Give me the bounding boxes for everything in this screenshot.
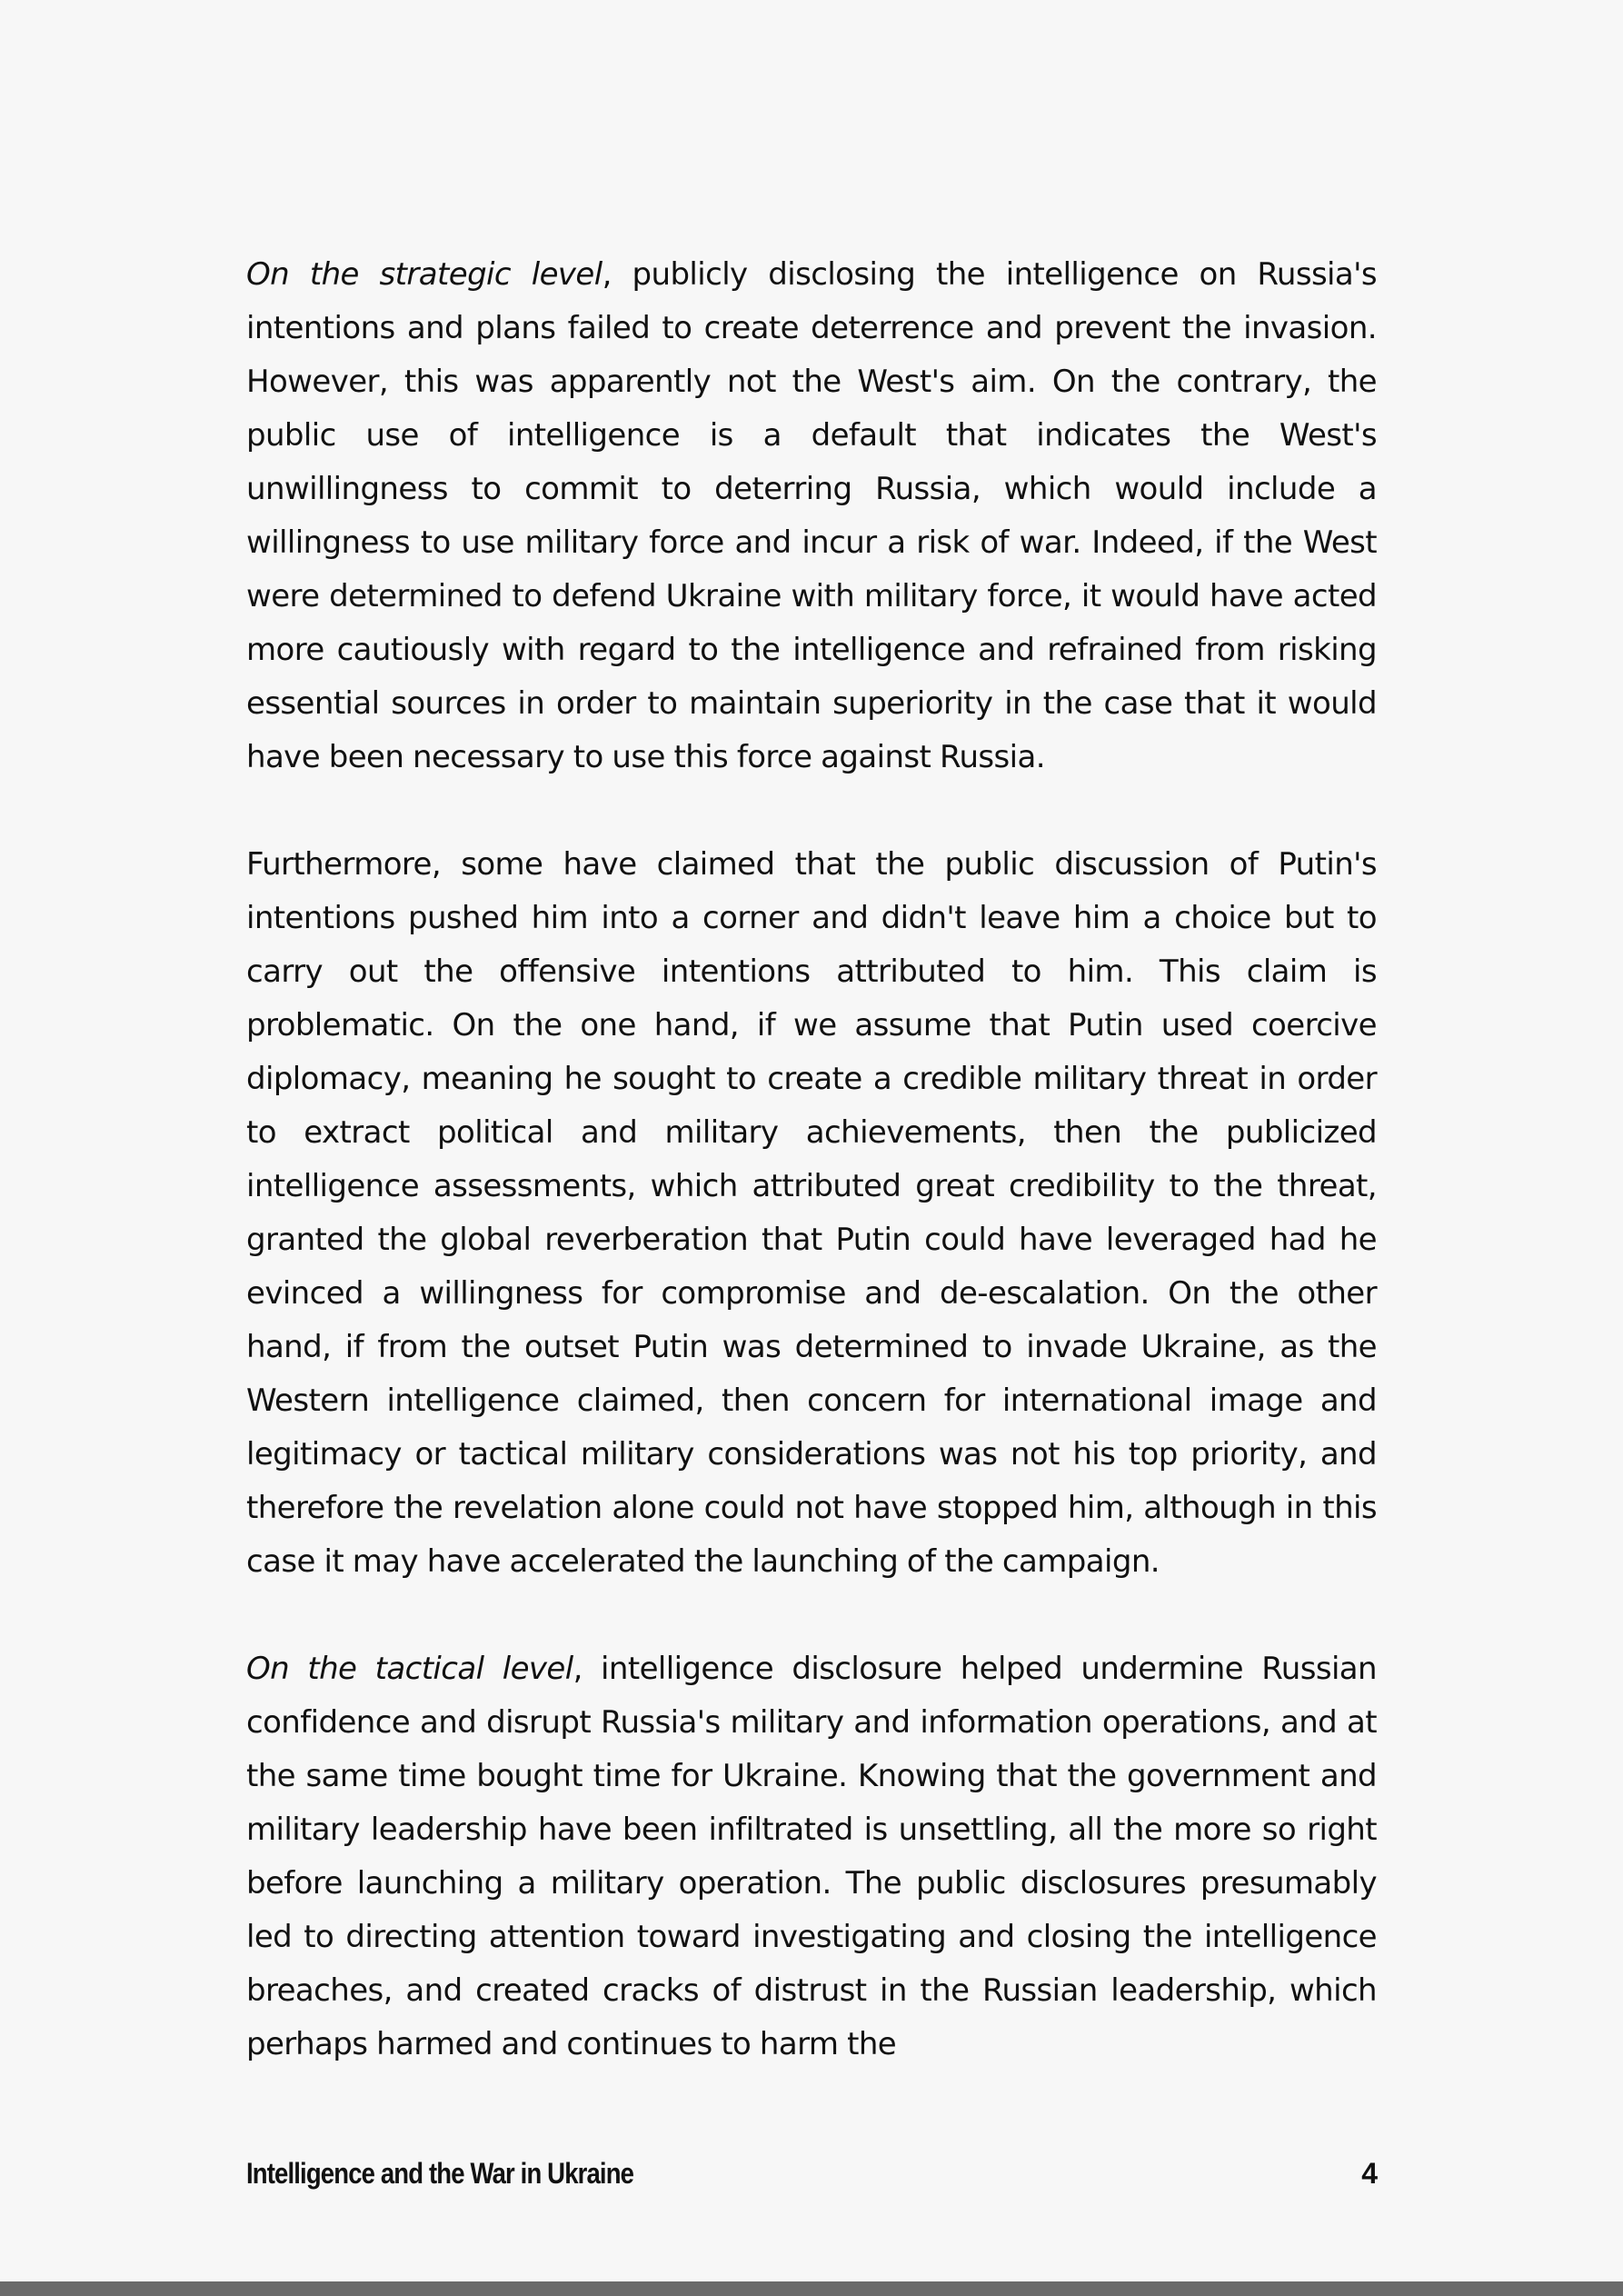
footer-document-title: Intelligence and the War in Ukraine (246, 2157, 634, 2190)
page-footer (246, 2157, 1377, 2202)
paragraph-strategic-level (246, 248, 1377, 784)
body-text (246, 248, 1377, 2125)
paragraph-tactical-level (246, 1642, 1377, 2071)
paragraph-text: , intelligence disclosure helped undermine Russian confidence and disrupt Russia's military and information operations, and at the same time bought time for Ukraine. Knowing that the government and military leadership have been infiltrated is unsettling, all the more so right before launching a military operation. The public disclosures presumably led to directing attention toward investigating and closing the intelligence breaches, and created cracks of distrust in the Russian leadership, which perhaps harmed and continues to harm the (246, 1651, 1377, 2062)
page-number: 4 (1361, 2157, 1377, 2190)
paragraph-text: Furthermore, some have claimed that the public discussion of Putin's intentions pushed him into a corner and didn't leave him a choice but to carry out the offensive intentions attributed to him. This claim is problematic. On the one hand, if we assume that Putin used coercive diplomacy, meaning he sought to create a credible military threat in order to extract political and military achievements, then the publicized intelligence assessments, which attributed great credibility to the threat, granted the global reverberation that Putin could have leveraged had he evinced a willingness for compromise and de-escalation. On the other hand, if from the outset Putin was determined to invade Ukraine, as the Western intelligence claimed, then concern for international image and legitimacy or tactical military considerations was not his top priority, and therefore the revelation alone could not have stopped him, although in this case it may have accelerated the launching of the campaign. (246, 846, 1377, 1580)
paragraph-lead-italic: On the tactical level (246, 1651, 573, 1687)
paragraph-lead-italic: On the strategic level (246, 256, 602, 293)
paragraph-text: , publicly disclosing the intelligence on Russia's intentions and plans failed to create deterrence and prevent the invasion. However, this was apparently not the West's aim. On the contrary, the public use of intelligence is a default that indicates the West's unwillingness to commit to deterring Russia, which would include a willingness to use military force and incur a risk of war. Indeed, if the West were determined to defend Ukraine with military force, it would have acted more cautiously with regard to the intelligence and refrained from risking essential sources in order to maintain superiority in the case that it would have been necessary to use this force against Russia. (246, 256, 1377, 775)
paragraph-furthermore (246, 838, 1377, 1589)
bottom-scroll-bar (0, 2281, 1623, 2296)
